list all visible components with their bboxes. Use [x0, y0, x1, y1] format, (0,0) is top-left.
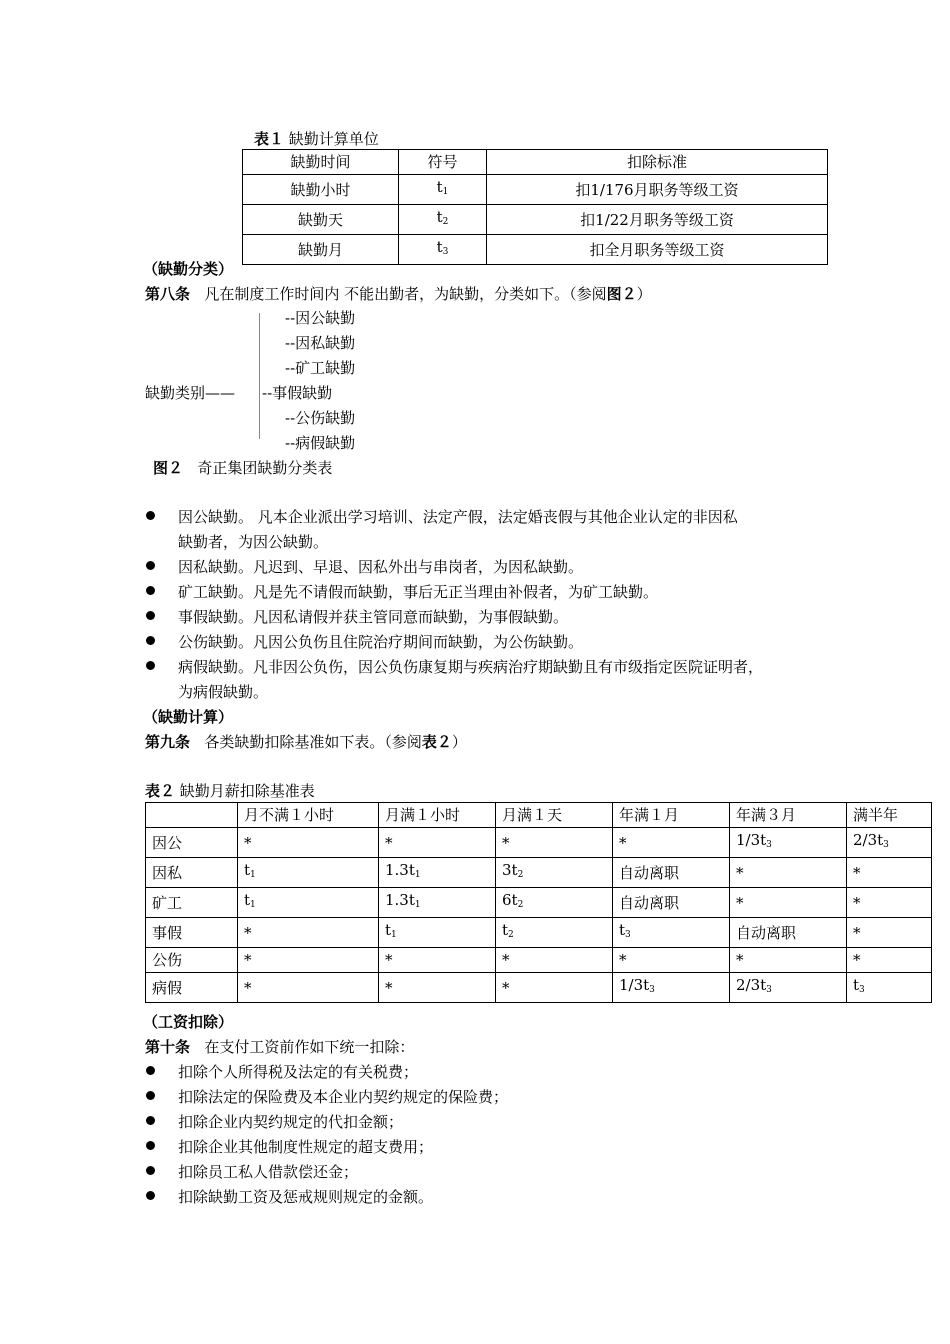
table2-cell [379, 828, 496, 858]
table1-symbol-cell [399, 235, 487, 265]
cell-value: 6t [502, 891, 518, 909]
cell-value: t [619, 921, 626, 939]
cell-value: 1.3t [385, 861, 415, 879]
definition-item: 因私缺勤。凡迟到、早退、因私外出与串岗者，为因私缺勤。 [178, 558, 584, 576]
table2-row-label: 矿工 [146, 888, 238, 918]
deduction-item: 扣除员工私人借款偿还金； [178, 1163, 359, 1181]
cell-value: 1/3t [619, 976, 650, 994]
diagram-item: --矿工缺勤 [285, 359, 356, 377]
cell-subscript: 3 [883, 840, 889, 850]
bullet-icon [146, 1141, 155, 1150]
table2-cell [238, 828, 379, 858]
table2-cell [613, 858, 730, 888]
symbol: t [436, 208, 443, 226]
section-heading-deductions: （工资扣除） [143, 1013, 234, 1031]
definition-item: 因公缺勤。 凡本企业派出学习培训、法定产假，法定婚丧假与其他企业认定的非因私 [178, 508, 738, 526]
table2-cell [613, 973, 730, 1003]
table-row [243, 205, 828, 235]
deduction-item: 扣除法定的保险费及本企业内契约规定的保险费； [178, 1088, 509, 1106]
cell-value: t [244, 891, 251, 909]
table2-cell [847, 948, 932, 973]
table2-cell [730, 888, 847, 918]
symbol-subscript: 2 [442, 217, 449, 227]
table2-row-label: 公伤 [146, 948, 238, 973]
section-heading-absence-calc: （缺勤计算） [143, 708, 234, 726]
cell-value: * [853, 863, 861, 882]
table2-cell [847, 918, 932, 948]
table-row [243, 235, 828, 265]
table2-cell [847, 888, 932, 918]
table2-row-label: 因私 [146, 858, 238, 888]
table2-cell [379, 973, 496, 1003]
definition-item-cont: 为病假缺勤。 [178, 683, 269, 701]
symbol: t [436, 178, 443, 196]
diagram-bracket [259, 313, 260, 439]
table1-header-row [243, 150, 828, 175]
table2-header-cell [146, 803, 238, 828]
bullet-icon [146, 1116, 155, 1125]
definition-item-cont: 缺勤者，为因公缺勤。 [178, 533, 329, 551]
table2-cell [496, 973, 613, 1003]
table1-header-cell: 扣除标准 [487, 150, 828, 175]
table2-cell [613, 888, 730, 918]
table2-caption-text: 缺勤月薪扣除基准表 [179, 782, 315, 800]
deduction-item: 扣除企业其他制度性规定的超支费用； [178, 1138, 434, 1156]
table1-name-cell: 缺勤小时 [243, 175, 399, 205]
figure-label: 图２ [153, 459, 184, 477]
table2-cell [238, 918, 379, 948]
table2-cell [730, 858, 847, 888]
cell-value: * [853, 951, 861, 969]
cell-value: 自动离职 [619, 863, 680, 882]
section-heading-absence-types: （缺勤分类） [143, 260, 234, 278]
cell-value: 2/3t [853, 831, 884, 849]
table2-cell [613, 918, 730, 948]
table2-cell [847, 828, 932, 858]
bullet-icon [146, 1091, 155, 1100]
deduction-item: 扣除个人所得税及法定的有关税费； [178, 1063, 419, 1081]
figure-caption-text: 奇正集团缺勤分类表 [197, 459, 333, 477]
cell-subscript: 3 [859, 985, 865, 995]
symbol-subscript: 1 [442, 187, 449, 197]
article-8-text: 凡在制度工作时间内 不能出勤者，为缺勤，分类如下。（参阅 [204, 285, 607, 303]
bullet-icon [146, 1191, 155, 1200]
article-10 [145, 1036, 414, 1057]
table2-row-label: 病假 [146, 973, 238, 1003]
table1-caption-label: 表１ [254, 130, 285, 148]
diagram-item: --公伤缺勤 [285, 409, 356, 427]
table2-cell [379, 858, 496, 888]
cell-value: * [502, 833, 510, 852]
table2-cell [613, 828, 730, 858]
table2-header-cell: 年满３月 [730, 803, 847, 828]
cell-value: * [619, 833, 627, 852]
cell-value: * [244, 923, 252, 942]
table1-rule-cell: 扣1/22月职务等级工资 [487, 205, 828, 235]
symbol: t [436, 238, 443, 256]
definition-item: 病假缺勤。凡非因公负伤，因公负伤康复期与疾病治疗期缺勤且有市级指定医院证明者， [178, 658, 764, 676]
article-9 [145, 731, 467, 752]
cell-value: * [244, 951, 252, 969]
table-row [146, 888, 932, 918]
table2-cell [730, 918, 847, 948]
table1-caption [254, 128, 379, 149]
article-8-label: 第八条 [145, 285, 191, 303]
cell-subscript: 2 [517, 900, 524, 910]
table2-caption-label: 表２ [145, 782, 176, 800]
bullet-icon [146, 561, 155, 570]
cell-value: * [385, 833, 393, 852]
table1-name-cell: 缺勤天 [243, 205, 399, 235]
definition-item: 矿工缺勤。凡是先不请假而缺勤，事后无正当理由补假者，为矿工缺勤。 [178, 583, 659, 601]
cell-subscript: 3 [766, 840, 772, 850]
table2-header-row [146, 803, 932, 828]
cell-value: 1/3t [736, 831, 767, 849]
cell-value: * [853, 893, 861, 912]
cell-subscript: 1 [414, 900, 421, 910]
table2-cell [730, 828, 847, 858]
table2-cell [496, 828, 613, 858]
table2-cell [496, 888, 613, 918]
table2-cell [379, 918, 496, 948]
cell-value: t [244, 861, 251, 879]
table1-rule-cell: 扣全月职务等级工资 [487, 235, 828, 265]
table2-caption [145, 780, 315, 801]
cell-subscript: 3 [649, 985, 655, 995]
cell-value: * [244, 978, 252, 997]
cell-value: * [244, 833, 252, 852]
table1-symbol-cell [399, 175, 487, 205]
article-9-ref: 表２ [421, 733, 452, 751]
table1-header-cell: 缺勤时间 [243, 150, 399, 175]
definition-item: 事假缺勤。凡因私请假并获主管同意而缺勤，为事假缺勤。 [178, 608, 569, 626]
cell-subscript: 1 [414, 870, 421, 880]
cell-value: 自动离职 [736, 923, 797, 942]
table-row [146, 858, 932, 888]
cell-subscript: 2 [517, 870, 524, 880]
article-10-label: 第十条 [145, 1038, 191, 1056]
cell-value: * [502, 978, 510, 997]
table2-cell [379, 948, 496, 973]
bullet-icon [146, 611, 155, 620]
figure-caption [153, 457, 332, 478]
bullet-icon [146, 586, 155, 595]
table2-cell [847, 973, 932, 1003]
table2-cell [238, 858, 379, 888]
cell-subscript: 2 [508, 930, 514, 940]
diagram-item: --病假缺勤 [285, 434, 356, 452]
cell-value: * [619, 951, 627, 969]
table2-cell [238, 948, 379, 973]
table1-rule-cell: 扣1/176月职务等级工资 [487, 175, 828, 205]
table2-cell [379, 888, 496, 918]
cell-value: 2/3t [736, 976, 767, 994]
cell-value: 自动离职 [619, 893, 680, 912]
table2-header-cell: 满半年 [847, 803, 932, 828]
table2-header-cell: 月不满１小时 [238, 803, 379, 828]
symbol-subscript: 3 [442, 247, 449, 257]
table2-cell [847, 858, 932, 888]
table2-cell [730, 948, 847, 973]
table1-name-cell: 缺勤月 [243, 235, 399, 265]
bullet-icon [146, 636, 155, 645]
table2-header-cell: 年满１月 [613, 803, 730, 828]
cell-value: 1.3t [385, 891, 415, 909]
table2-cell [238, 973, 379, 1003]
table2-cell [496, 948, 613, 973]
cell-subscript: 1 [250, 900, 256, 910]
table2-cell [496, 918, 613, 948]
cell-value: * [502, 951, 510, 969]
cell-value: t [385, 921, 392, 939]
table1-caption-text: 缺勤计算单位 [288, 130, 379, 148]
diagram-item: --因私缺勤 [285, 334, 356, 352]
cell-value: t [502, 921, 509, 939]
table1 [242, 149, 828, 265]
cell-subscript: 3 [625, 930, 631, 940]
table2 [145, 802, 932, 1003]
table2-cell [613, 948, 730, 973]
table-row [146, 918, 932, 948]
article-9-text: 各类缺勤扣除基准如下表。（参阅 [204, 733, 422, 751]
bullet-icon [146, 1066, 155, 1075]
cell-subscript: 1 [250, 870, 256, 880]
cell-subscript: 3 [766, 985, 772, 995]
cell-subscript: 1 [391, 930, 397, 940]
table1-header-cell: 符号 [399, 150, 487, 175]
diagram-root: 缺勤类别—— [145, 384, 236, 402]
cell-value: * [736, 893, 744, 912]
table2-row-label: 事假 [146, 918, 238, 948]
table2-cell [238, 888, 379, 918]
cell-value: * [385, 978, 393, 997]
table-row [146, 948, 932, 973]
definition-item: 公伤缺勤。凡因公负伤且住院治疗期间而缺勤，为公伤缺勤。 [178, 633, 584, 651]
table-row [243, 175, 828, 205]
diagram-item: --因公缺勤 [285, 309, 356, 327]
bullet-icon [146, 1166, 155, 1175]
bullet-icon [146, 661, 155, 670]
bullet-icon [146, 511, 155, 520]
article-10-text: 在支付工资前作如下统一扣除： [204, 1038, 415, 1056]
table1-symbol-cell [399, 205, 487, 235]
article-8 [145, 283, 652, 304]
cell-value: * [853, 923, 861, 942]
table-row [146, 973, 932, 1003]
cell-value: * [385, 951, 393, 969]
article-8-ref: 图２ [606, 285, 637, 303]
table2-cell [730, 973, 847, 1003]
table2-cell [496, 858, 613, 888]
table2-header-cell: 月满１小时 [379, 803, 496, 828]
article-9-label: 第九条 [145, 733, 191, 751]
diagram-item: --事假缺勤 [262, 384, 333, 402]
deduction-item: 扣除企业内契约规定的代扣金额； [178, 1113, 404, 1131]
cell-value: 3t [502, 861, 518, 879]
article-9-end: ） [451, 733, 467, 751]
table2-header-cell: 月满１天 [496, 803, 613, 828]
table2-row-label: 因公 [146, 828, 238, 858]
cell-value: * [736, 951, 744, 969]
cell-value: t [853, 976, 860, 994]
table-row [146, 828, 932, 858]
deduction-item: 扣除缺勤工资及惩戒规则规定的金额。 [178, 1188, 434, 1206]
article-8-end: ） [636, 285, 652, 303]
cell-value: * [736, 863, 744, 882]
